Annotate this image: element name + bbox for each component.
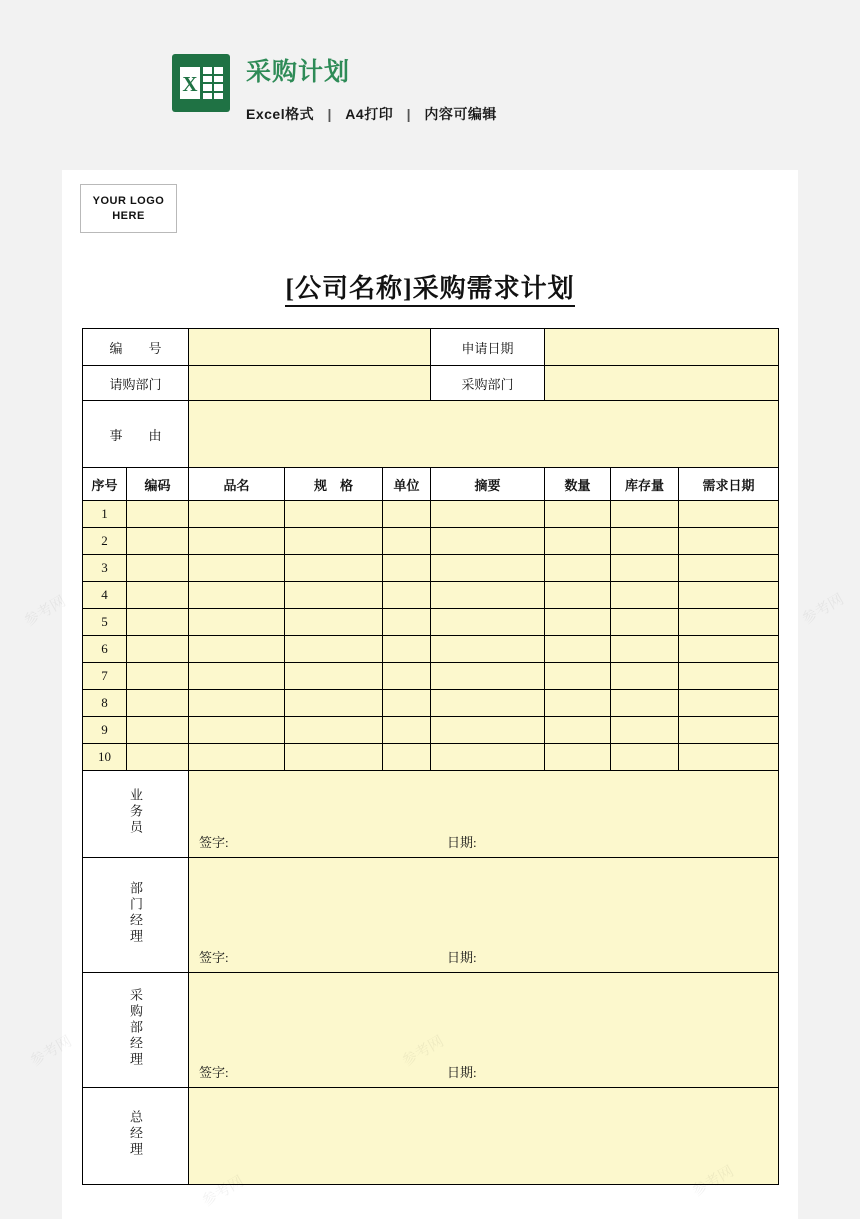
cell-qty[interactable] [545, 636, 611, 663]
document-meta [246, 104, 497, 124]
cell-row-no: 2 [83, 528, 127, 555]
cell-summary[interactable] [431, 501, 545, 528]
form-title [62, 268, 798, 305]
approval-row-dept-manager [83, 858, 779, 973]
cell-code[interactable] [127, 555, 189, 582]
table-row [83, 609, 779, 636]
table-row [83, 663, 779, 690]
cell-code[interactable] [127, 744, 189, 771]
cell-qty[interactable] [545, 501, 611, 528]
cell-code[interactable] [127, 717, 189, 744]
cell-spec[interactable] [285, 690, 383, 717]
cell-unit[interactable] [383, 744, 431, 771]
page-title: 采购计划 [246, 58, 351, 86]
table-row [83, 555, 779, 582]
column-header-qty: 数量 [545, 468, 611, 501]
logo-line-1: YOUR LOGO [92, 195, 165, 207]
cell-row-no: 3 [83, 555, 127, 582]
approval-role-salesperson: 业务员 [83, 771, 189, 858]
cell-unit[interactable] [383, 609, 431, 636]
cell-name[interactable] [189, 663, 285, 690]
excel-x-glyph: X [179, 66, 201, 100]
cell-unit[interactable] [383, 663, 431, 690]
meta-separator-2: | [406, 106, 412, 122]
logo-line-2: HERE [112, 210, 145, 222]
cell-date[interactable] [679, 663, 779, 690]
cell-spec[interactable] [285, 609, 383, 636]
cell-spec[interactable] [285, 501, 383, 528]
cell-unit[interactable] [383, 690, 431, 717]
column-header-no: 序号 [83, 468, 127, 501]
cell-summary[interactable] [431, 582, 545, 609]
cell-row-no: 4 [83, 582, 127, 609]
column-header-unit: 单位 [383, 468, 431, 501]
field-reason[interactable] [189, 401, 779, 468]
cell-spec[interactable] [285, 744, 383, 771]
cell-code[interactable] [127, 663, 189, 690]
cell-summary[interactable] [431, 690, 545, 717]
cell-spec[interactable] [285, 636, 383, 663]
cell-row-no: 1 [83, 501, 127, 528]
column-header-spec: 规 格 [285, 468, 383, 501]
field-apply-date[interactable] [545, 329, 779, 366]
table-row-department [83, 366, 779, 401]
cell-qty[interactable] [545, 609, 611, 636]
cell-code[interactable] [127, 582, 189, 609]
cell-stock[interactable] [611, 636, 679, 663]
signature-label: 签字: [199, 835, 229, 850]
label-purchasing-dept: 采购部门 [431, 366, 545, 401]
cell-row-no: 5 [83, 609, 127, 636]
cell-summary[interactable] [431, 636, 545, 663]
signature-label: 签字: [199, 950, 229, 965]
cell-name[interactable] [189, 690, 285, 717]
cell-summary[interactable] [431, 555, 545, 582]
cell-code[interactable] [127, 528, 189, 555]
table-row [83, 717, 779, 744]
spreadsheet-preview [62, 170, 798, 1219]
cell-date[interactable] [679, 744, 779, 771]
document-header [172, 54, 497, 124]
cell-stock[interactable] [611, 744, 679, 771]
field-purchasing-dept[interactable] [545, 366, 779, 401]
cell-name[interactable] [189, 555, 285, 582]
purchase-request-table [82, 328, 779, 1185]
approval-signature-area-purchasing-manager[interactable] [189, 973, 779, 1088]
cell-date[interactable] [679, 528, 779, 555]
cell-qty[interactable] [545, 555, 611, 582]
label-reason: 事 由 [83, 401, 189, 468]
cell-qty[interactable] [545, 663, 611, 690]
cell-code[interactable] [127, 636, 189, 663]
cell-name[interactable] [189, 501, 285, 528]
approval-role-dept-manager: 部门经理 [83, 858, 189, 973]
cell-row-no: 10 [83, 744, 127, 771]
approval-row-general-manager [83, 1088, 779, 1185]
column-header-code: 编码 [127, 468, 189, 501]
column-header-stock: 库存量 [611, 468, 679, 501]
approval-signature-area-salesperson[interactable] [189, 771, 779, 858]
cell-summary[interactable] [431, 609, 545, 636]
table-row-reason [83, 401, 779, 468]
cell-spec[interactable] [285, 717, 383, 744]
cell-unit[interactable] [383, 528, 431, 555]
meta-editable: 内容可编辑 [424, 106, 497, 122]
watermark: 参考网 [799, 590, 847, 628]
approval-signature-area-dept-manager[interactable] [189, 858, 779, 973]
excel-file-icon [172, 54, 230, 112]
cell-summary[interactable] [431, 528, 545, 555]
cell-row-no: 6 [83, 636, 127, 663]
cell-name[interactable] [189, 582, 285, 609]
cell-unit[interactable] [383, 501, 431, 528]
table-row [83, 690, 779, 717]
cell-stock[interactable] [611, 690, 679, 717]
cell-stock[interactable] [611, 555, 679, 582]
column-header-summary: 摘要 [431, 468, 545, 501]
cell-qty[interactable] [545, 717, 611, 744]
approval-role-general-manager: 总经理 [83, 1088, 189, 1185]
table-row [83, 528, 779, 555]
cell-date[interactable] [679, 690, 779, 717]
cell-stock[interactable] [611, 528, 679, 555]
cell-date[interactable] [679, 501, 779, 528]
cell-spec[interactable] [285, 663, 383, 690]
cell-unit[interactable] [383, 555, 431, 582]
cell-unit[interactable] [383, 717, 431, 744]
cell-qty[interactable] [545, 690, 611, 717]
date-label: 日期: [447, 1065, 477, 1080]
cell-name[interactable] [189, 717, 285, 744]
approval-row-salesperson [83, 771, 779, 858]
label-apply-date: 申请日期 [431, 329, 545, 366]
cell-name[interactable] [189, 609, 285, 636]
cell-stock[interactable] [611, 501, 679, 528]
cell-name[interactable] [189, 636, 285, 663]
cell-row-no: 9 [83, 717, 127, 744]
table-row [83, 582, 779, 609]
cell-code[interactable] [127, 609, 189, 636]
column-header-name: 品名 [189, 468, 285, 501]
date-label: 日期: [447, 835, 477, 850]
date-label: 日期: [447, 950, 477, 965]
signature-label: 签字: [199, 1065, 229, 1080]
label-requesting-dept: 请购部门 [83, 366, 189, 401]
approval-row-purchasing-manager [83, 973, 779, 1088]
cell-unit[interactable] [383, 582, 431, 609]
cell-date[interactable] [679, 582, 779, 609]
cell-spec[interactable] [285, 555, 383, 582]
cell-date[interactable] [679, 609, 779, 636]
cell-qty[interactable] [545, 582, 611, 609]
cell-summary[interactable] [431, 744, 545, 771]
cell-date[interactable] [679, 636, 779, 663]
cell-code[interactable] [127, 690, 189, 717]
meta-print: A4打印 [345, 106, 394, 122]
meta-separator-1: | [327, 106, 332, 122]
cell-summary[interactable] [431, 663, 545, 690]
cell-stock[interactable] [611, 663, 679, 690]
cell-qty[interactable] [545, 744, 611, 771]
logo-placeholder [80, 184, 177, 233]
cell-row-no: 8 [83, 690, 127, 717]
cell-stock[interactable] [611, 582, 679, 609]
table-row [83, 744, 779, 771]
cell-spec[interactable] [285, 528, 383, 555]
watermark: 参考网 [21, 592, 69, 630]
label-serial-number: 编 号 [83, 329, 189, 366]
field-serial-number[interactable] [189, 329, 431, 366]
cell-date[interactable] [679, 555, 779, 582]
cell-name[interactable] [189, 744, 285, 771]
table-row [83, 501, 779, 528]
cell-summary[interactable] [431, 717, 545, 744]
table-row-number [83, 329, 779, 366]
cell-stock[interactable] [611, 717, 679, 744]
watermark: 参考网 [27, 1032, 75, 1070]
cell-unit[interactable] [383, 636, 431, 663]
column-header-date: 需求日期 [679, 468, 779, 501]
table-row [83, 636, 779, 663]
cell-date[interactable] [679, 717, 779, 744]
excel-grid-glyph [203, 67, 223, 99]
cell-qty[interactable] [545, 528, 611, 555]
form-title-text: [公司名称]采购需求计划 [285, 274, 574, 307]
approval-role-purchasing-manager: 采购部经理 [83, 973, 189, 1088]
cell-spec[interactable] [285, 582, 383, 609]
meta-format: Excel格式 [246, 106, 315, 122]
cell-code[interactable] [127, 501, 189, 528]
header-text-block [246, 54, 497, 124]
field-requesting-dept[interactable] [189, 366, 431, 401]
approval-signature-area-general-manager[interactable] [189, 1088, 779, 1185]
cell-stock[interactable] [611, 609, 679, 636]
cell-row-no: 7 [83, 663, 127, 690]
table-header-row [83, 468, 779, 501]
cell-name[interactable] [189, 528, 285, 555]
